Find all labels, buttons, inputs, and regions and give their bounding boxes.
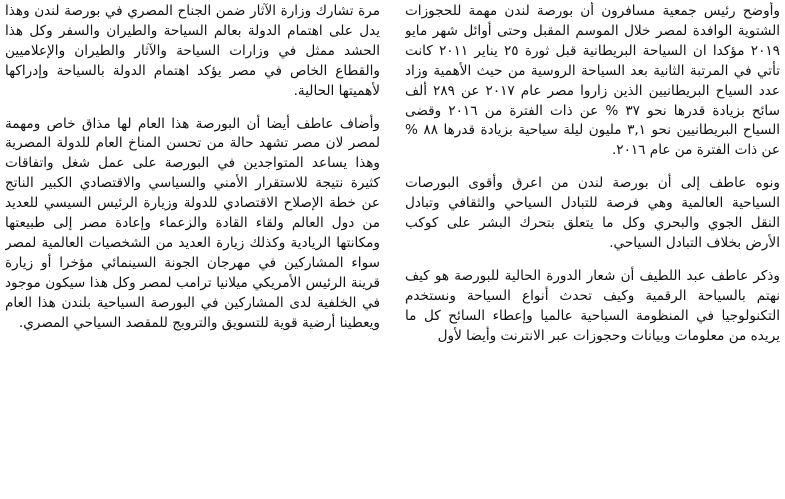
- left-paragraph-2: وأضاف عاطف أيضا أن البورصة هذا العام لها مذاق خاص ومهمة لمصر لان مصر تشهد حالة من تحسن المناخ العام للدولة المصرية وهذا يساعد المتواجدين في البورصة على عمل شغل واتفاقات كثيرة نتيجة للاستقرار الأمني والسياسي والاقتصادي الكبير الناتج عن خطة الإصلاح الاقتصادي للدولة وزيارة الرئيس السيسي للعديد من دول العالم ولقاء القادة والزعماء وإعادة مصر إلى طبيعتها ومكانتها الريادية وكذلك زيارة العديد من الشخصيات العالمية لمصر سواء المشاركين في مهرجان الجونة السينمائي مؤخرا أو زيارة قرينة الرئيس الأمريكي ميلانيا ترامب لمصر وكل هذا سيكون موجود في الخلفية لدى المشاركين في البورصة السياحية بلندن هذا العام ويعطينا أرضية قوية للتسويق والترويج للمقصد السياحي المصري.: [5, 115, 380, 331]
- right-column: [405, 2, 780, 499]
- right-paragraph-2: ونوه عاطف إلى أن بورصة لندن من اعرق وأقوى البورصات السياحية العالمية وهي فرصة للتبادل السياحي والثقافي وتبادل النقل الجوي والبحري وكل ما يتعلق بتحرك البشر على كوكب الأرض بخلاف التبادل السياحي.: [405, 175, 780, 251]
- left-paragraph-1: مرة تشارك وزارة الآثار ضمن الجناح المصري في بورصة لندن وهذا يدل على اهتمام الدولة بعالم السياحة والطيران والسفر وكل هذا الحشد ممثل في وزارات السياحة والآثار والطيران والإعلاميين والقطاع الخاص في مصر يؤكد اهتمام الدولة بالسياحة وإدراكها لأهميتها الحالية.: [5, 3, 380, 99]
- left-column: [5, 2, 380, 499]
- right-paragraph-1: وأوضح رئيس جمعية مسافرون أن بورصة لندن مهمة للحجوزات الشتوية الوافدة لمصر خلال الموسم المقبل وحتى أوائل شهر مايو ٢٠١٩ مؤكدا ان السياحة البريطانية قبل ثورة ٢٥ يناير ٢٠١١ كانت تأتي في المرتبة الثانية بعد السياحة الروسية من حيث الأهمية وزاد عدد السياح البريطانيين الذين زاروا مصر عام ٢٠١٧ عن ٢٨٩ ألف سائح بزيادة قدرها نحو ٣٧ % عن ذات الفترة من ٢٠١٦ وقضى السياح البريطانيين نحو ٣,١ مليون ليلة سياحية بزيادة قدرها ٨٨ % عن ذات الفترة من عام ٢٠١٦.: [405, 3, 780, 159]
- right-paragraph-3: وذكر عاطف عبد اللطيف أن شعار الدورة الحالية للبورصة هو كيف نهتم بالسياحة الرقمية وكيف تحدث أنواع السياحة ونستخدم التكنولوجيا في المنظومة السياحية عالميا وإعطاء السائح كل ما يريده من معلومات وبيانات وحجوزات عبر الانترنت وأيضا لأول: [405, 267, 780, 344]
